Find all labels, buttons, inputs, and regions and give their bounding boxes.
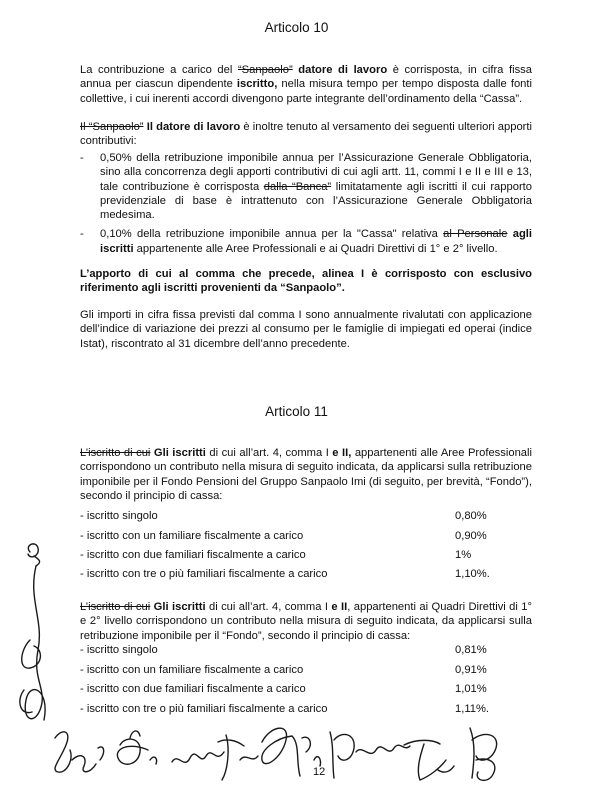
rate-label: - iscritto singolo <box>80 510 158 522</box>
bold-text: Il datore di lavoro <box>143 121 241 133</box>
text: è corrisposta, in cifra fissa annua per ciascun dipendente <box>80 64 532 91</box>
bold-text: agli iscritti <box>100 228 532 255</box>
list-item <box>80 151 532 222</box>
margin-initial-signature <box>28 544 40 566</box>
signature-4 <box>262 728 321 776</box>
rate-label: - iscritto singolo <box>80 644 158 656</box>
article-10-title: Articolo 10 <box>264 20 329 35</box>
bullet-dash: - <box>80 228 84 241</box>
rate-label: - iscritto con un familiare fiscalmente a carico <box>80 530 304 542</box>
bold-text: e II <box>331 601 348 613</box>
article-10-paragraph-4: Gli importi in cifra fissa previsti dal comma I sono annualmente rivalutati con applicazione dell’indice di variazione dei prezzi al consumo per le famiglie di impiegati ed operai (indice Istat), riscontrato al 31 dicembre dell’anno precedente. <box>80 309 532 350</box>
bold-text: datore di lavoro <box>292 64 388 76</box>
struck-text: L’iscritto di cui <box>80 447 151 459</box>
signature-2 <box>117 731 156 764</box>
rate-label: - iscritto con un familiare fiscalmente a carico <box>80 664 304 676</box>
rate-value: 1,01% <box>455 683 487 695</box>
signature-1 <box>55 732 104 772</box>
rate-value: 0,81% <box>455 644 487 656</box>
text: nella misura tempo per tempo disposta dalle fonti collettive, i cui inerenti accordi divengono parte integrante dell’ordinamento della “Cassa”. <box>80 78 532 105</box>
signature-3 <box>172 735 258 780</box>
rate-value: 1,10%. <box>455 568 490 580</box>
text: 0,50% della retribuzione imponibile annua per l’Assicurazione Generale Obbligatoria, sino alla concorrenza degli apporti contributivi di cui agli artt. 11, commi I e II e III e 13, tale contribuzione è corrisposta <box>100 152 532 193</box>
bold-text: e II, <box>332 447 352 459</box>
rate-value: 1,11%. <box>455 703 489 715</box>
rate-value: 0,90% <box>455 530 487 542</box>
rate-row <box>80 530 520 548</box>
bold-text: Gli iscritti <box>150 601 206 613</box>
text: di cui all’art. 4, comma I <box>205 447 333 459</box>
text: appartenenti alle Aree Professionali corrispondono un contributo nella misura di seguito indicata, da applicarsi sulla retribuzione imponibile per il Fondo Pensioni del Gruppo Sanpaolo Imi (di seguito, per brevità, “Fondo”), secondo il principio di cassa: <box>80 447 532 502</box>
rate-label: - iscritto con tre o più familiari fiscalmente a carico <box>80 568 328 580</box>
article-11-title: Articolo 11 <box>265 404 328 419</box>
bold-text: Gli iscritti <box>150 447 206 459</box>
struck-text: dalla “Banca” <box>263 180 332 193</box>
text: appartenente alle Aree Professionali e ai Quadri Direttivi di 1° e 2° livello. <box>133 242 498 255</box>
struck-text: “Sanpaolo” <box>237 64 293 76</box>
text: , appartenenti ai Quadri Direttivi di 1° e 2° livello corrispondono un contributo nella misura di seguito indicata, da applicarsi sulla retribuzione imponibile per il “Fondo”, secondo il principio di cassa: <box>80 601 532 642</box>
text: di cui all’art. 4, comma I <box>205 601 332 613</box>
list-item <box>80 227 532 256</box>
article-10-paragraph-1 <box>80 63 532 106</box>
rate-value: 1% <box>455 549 472 561</box>
rate-row <box>80 703 520 721</box>
rate-value: 0,80% <box>455 510 487 522</box>
signature-5 <box>330 732 410 778</box>
rate-label: - iscritto con due familiari fiscalmente a carico <box>80 549 306 561</box>
rate-row <box>80 644 520 662</box>
rate-label: - iscritto con tre o più familiari fiscalmente a carico <box>80 703 328 715</box>
article-10-paragraph-2 <box>80 120 532 149</box>
article-10-bullet-list <box>80 151 532 261</box>
bullet-dash: - <box>80 152 84 164</box>
text: 0,10% della retribuzione imponibile annua per la "Cassa" relativa <box>100 228 444 241</box>
bold-text: iscritto, <box>236 78 278 91</box>
rate-row <box>80 549 520 567</box>
text: limitatamente agli iscritti il cui rapporto previdenziale di base è intrattenuto con l’Assicurazione Generale Obbligatoria medesima. <box>100 180 533 222</box>
rate-label: - iscritto con due familiari fiscalmente a carico <box>80 683 306 695</box>
rate-row <box>80 664 520 682</box>
page-number: 12 <box>313 766 326 778</box>
signature-6 <box>404 740 454 780</box>
struck-text: al Personale <box>443 228 508 241</box>
rate-row <box>80 510 520 528</box>
struck-text: L’iscritto di cui <box>80 601 151 613</box>
article-10-paragraph-3: L’apporto di cui al comma che precede, alinea I è corrisposto con esclusivo riferimento agli iscritti provenienti da “Sanpaolo”. <box>80 268 532 295</box>
rate-row <box>80 683 520 701</box>
margin-long-signature <box>20 566 45 720</box>
rate-value: 0,91% <box>455 664 487 676</box>
article-11-paragraph-2 <box>80 600 532 643</box>
text: La contribuzione a carico del <box>80 64 238 76</box>
text: è inoltre tenuto al versamento dei seguenti ulteriori apporti contributivi: <box>80 121 532 148</box>
signature-7 <box>470 728 497 780</box>
article-11-paragraph-1 <box>80 446 532 503</box>
rate-row <box>80 568 520 586</box>
struck-text: Il “Sanpaolo” <box>80 121 144 133</box>
